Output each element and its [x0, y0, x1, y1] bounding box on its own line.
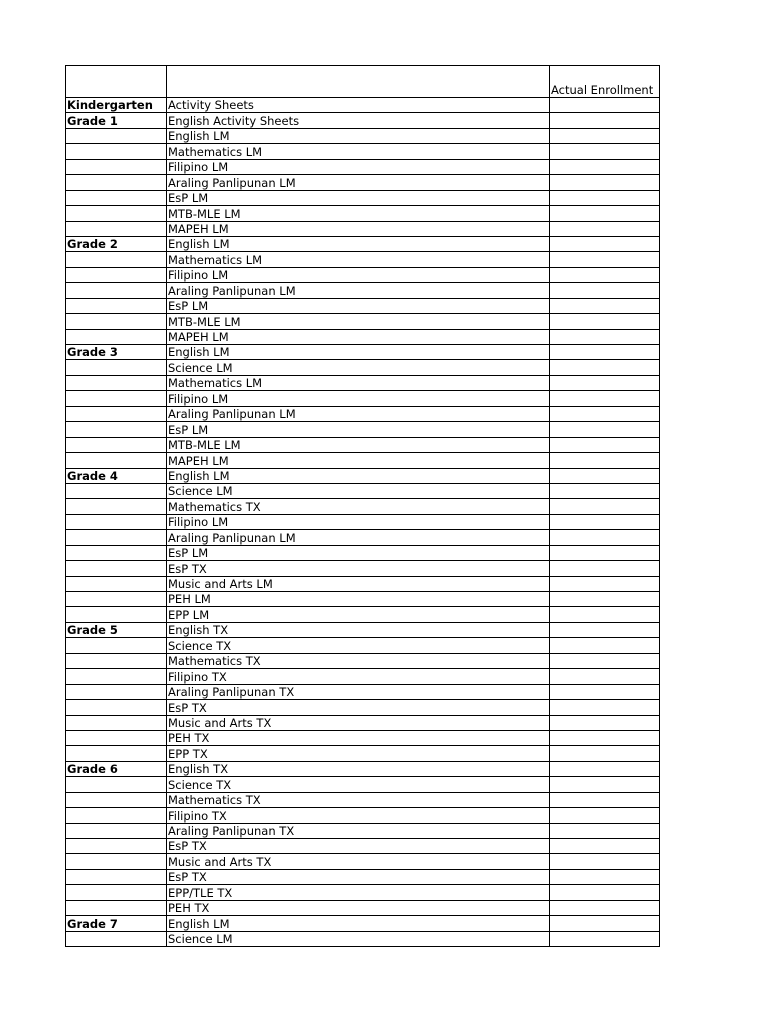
table-row — [66, 437, 660, 452]
table-row — [66, 468, 660, 483]
enrollment-sheet-table — [65, 65, 660, 947]
grade-cell — [66, 514, 167, 529]
table-row — [66, 592, 660, 607]
grade-cell: Grade 6 — [66, 761, 167, 776]
grade-cell — [66, 931, 167, 946]
enrollment-cell — [550, 283, 660, 298]
item-cell: EsP LM — [167, 545, 550, 560]
table-row — [66, 715, 660, 730]
enrollment-cell — [550, 360, 660, 375]
table-row — [66, 669, 660, 684]
grade-cell: Grade 3 — [66, 345, 167, 360]
enrollment-cell — [550, 252, 660, 267]
item-cell: MTB-MLE LM — [167, 314, 550, 329]
enrollment-cell — [550, 236, 660, 251]
enrollment-cell — [550, 406, 660, 421]
header-row — [66, 66, 660, 98]
item-cell: EsP TX — [167, 839, 550, 854]
enrollment-cell — [550, 545, 660, 560]
enrollment-cell — [550, 483, 660, 498]
table-row — [66, 622, 660, 637]
item-cell: English LM — [167, 236, 550, 251]
grade-cell — [66, 545, 167, 560]
table-row — [66, 298, 660, 313]
table-row — [66, 483, 660, 498]
table-row — [66, 808, 660, 823]
grade-cell — [66, 900, 167, 915]
table-row — [66, 931, 660, 946]
enrollment-cell — [550, 391, 660, 406]
enrollment-cell — [550, 931, 660, 946]
grade-cell — [66, 159, 167, 174]
grade-cell — [66, 607, 167, 622]
table-row — [66, 314, 660, 329]
enrollment-cell — [550, 468, 660, 483]
grade-cell — [66, 576, 167, 591]
enrollment-cell — [550, 113, 660, 128]
enrollment-cell — [550, 329, 660, 344]
enrollment-cell — [550, 684, 660, 699]
item-cell: English Activity Sheets — [167, 113, 550, 128]
table-row — [66, 360, 660, 375]
grade-cell — [66, 252, 167, 267]
item-cell: EsP LM — [167, 422, 550, 437]
table-row — [66, 869, 660, 884]
enrollment-cell — [550, 221, 660, 236]
table-row — [66, 839, 660, 854]
table-row — [66, 499, 660, 514]
table-row — [66, 406, 660, 421]
enrollment-cell — [550, 885, 660, 900]
grade-cell — [66, 360, 167, 375]
table-row — [66, 128, 660, 143]
enrollment-cell — [550, 345, 660, 360]
item-cell: MTB-MLE LM — [167, 206, 550, 221]
table-row — [66, 885, 660, 900]
table-row — [66, 700, 660, 715]
grade-cell — [66, 298, 167, 313]
enrollment-cell — [550, 777, 660, 792]
header-enrollment-cell: Actual Enrollment — [550, 66, 660, 98]
item-cell: PEH LM — [167, 592, 550, 607]
table-row — [66, 252, 660, 267]
table-row — [66, 283, 660, 298]
table-row — [66, 823, 660, 838]
item-cell: Araling Panlipunan LM — [167, 530, 550, 545]
grade-cell — [66, 267, 167, 282]
item-cell: MAPEH LM — [167, 453, 550, 468]
grade-cell — [66, 823, 167, 838]
item-cell: Music and Arts TX — [167, 854, 550, 869]
table-row — [66, 638, 660, 653]
table-row — [66, 576, 660, 591]
item-cell: Music and Arts TX — [167, 715, 550, 730]
enrollment-cell — [550, 839, 660, 854]
item-cell: English LM — [167, 345, 550, 360]
item-cell: English TX — [167, 622, 550, 637]
enrollment-cell — [550, 730, 660, 745]
grade-cell — [66, 885, 167, 900]
grade-cell — [66, 406, 167, 421]
item-cell: Filipino LM — [167, 159, 550, 174]
grade-cell — [66, 808, 167, 823]
grade-cell: Grade 5 — [66, 622, 167, 637]
grade-cell — [66, 839, 167, 854]
grade-cell — [66, 375, 167, 390]
grade-cell — [66, 144, 167, 159]
item-cell: Mathematics LM — [167, 252, 550, 267]
item-cell: EPP LM — [167, 607, 550, 622]
enrollment-cell — [550, 298, 660, 313]
enrollment-cell — [550, 453, 660, 468]
item-cell: Science LM — [167, 483, 550, 498]
sheet-body — [66, 66, 660, 947]
header-item-cell — [167, 66, 550, 98]
item-cell: Araling Panlipunan LM — [167, 406, 550, 421]
grade-cell — [66, 453, 167, 468]
enrollment-cell — [550, 808, 660, 823]
grade-cell — [66, 561, 167, 576]
enrollment-cell — [550, 653, 660, 668]
table-row — [66, 730, 660, 745]
grade-cell — [66, 854, 167, 869]
enrollment-cell — [550, 128, 660, 143]
enrollment-cell — [550, 638, 660, 653]
enrollment-cell — [550, 622, 660, 637]
item-cell: Filipino LM — [167, 514, 550, 529]
enrollment-cell — [550, 576, 660, 591]
grade-cell — [66, 283, 167, 298]
table-row — [66, 175, 660, 190]
table-row — [66, 916, 660, 931]
table-row — [66, 267, 660, 282]
grade-cell — [66, 437, 167, 452]
item-cell: English LM — [167, 468, 550, 483]
enrollment-cell — [550, 206, 660, 221]
grade-cell — [66, 128, 167, 143]
table-row — [66, 900, 660, 915]
grade-cell — [66, 746, 167, 761]
enrollment-cell — [550, 437, 660, 452]
item-cell: Mathematics LM — [167, 144, 550, 159]
table-row — [66, 684, 660, 699]
table-row — [66, 530, 660, 545]
enrollment-cell — [550, 916, 660, 931]
table-row — [66, 653, 660, 668]
grade-cell — [66, 499, 167, 514]
enrollment-cell — [550, 746, 660, 761]
table-row — [66, 792, 660, 807]
table-row — [66, 236, 660, 251]
grade-cell — [66, 314, 167, 329]
enrollment-cell — [550, 761, 660, 776]
item-cell: Science TX — [167, 638, 550, 653]
item-cell: EsP LM — [167, 298, 550, 313]
enrollment-cell — [550, 900, 660, 915]
enrollment-cell — [550, 715, 660, 730]
item-cell: Araling Panlipunan LM — [167, 175, 550, 190]
grade-cell — [66, 869, 167, 884]
table-row — [66, 113, 660, 128]
item-cell: EPP/TLE TX — [167, 885, 550, 900]
table-row — [66, 607, 660, 622]
item-cell: English LM — [167, 128, 550, 143]
grade-cell — [66, 684, 167, 699]
grade-cell — [66, 483, 167, 498]
grade-cell — [66, 221, 167, 236]
item-cell: Mathematics TX — [167, 792, 550, 807]
grade-cell: Grade 1 — [66, 113, 167, 128]
item-cell: Araling Panlipunan LM — [167, 283, 550, 298]
enrollment-cell — [550, 869, 660, 884]
enrollment-cell — [550, 175, 660, 190]
enrollment-cell — [550, 607, 660, 622]
table-row — [66, 391, 660, 406]
grade-cell — [66, 700, 167, 715]
table-row — [66, 854, 660, 869]
item-cell: Activity Sheets — [167, 98, 550, 113]
grade-cell: Kindergarten — [66, 98, 167, 113]
table-row — [66, 206, 660, 221]
table-row — [66, 545, 660, 560]
enrollment-cell — [550, 700, 660, 715]
table-row — [66, 777, 660, 792]
grade-cell — [66, 777, 167, 792]
enrollment-cell — [550, 561, 660, 576]
enrollment-cell — [550, 499, 660, 514]
table-row — [66, 98, 660, 113]
item-cell: Science LM — [167, 360, 550, 375]
grade-cell — [66, 669, 167, 684]
grade-cell: Grade 4 — [66, 468, 167, 483]
table-row — [66, 345, 660, 360]
item-cell: Science LM — [167, 931, 550, 946]
item-cell: Filipino TX — [167, 669, 550, 684]
header-grade-cell — [66, 66, 167, 98]
table-row — [66, 190, 660, 205]
grade-cell — [66, 653, 167, 668]
grade-cell — [66, 175, 167, 190]
enrollment-cell — [550, 792, 660, 807]
item-cell: Mathematics LM — [167, 375, 550, 390]
item-cell: EsP TX — [167, 700, 550, 715]
item-cell: MAPEH LM — [167, 221, 550, 236]
enrollment-cell — [550, 98, 660, 113]
grade-cell — [66, 715, 167, 730]
table-row — [66, 159, 660, 174]
table-row — [66, 761, 660, 776]
table-row — [66, 561, 660, 576]
item-cell: EsP LM — [167, 190, 550, 205]
grade-cell — [66, 206, 167, 221]
grade-cell — [66, 530, 167, 545]
enrollment-cell — [550, 314, 660, 329]
item-cell: Araling Panlipunan TX — [167, 684, 550, 699]
item-cell: EsP TX — [167, 561, 550, 576]
enrollment-cell — [550, 422, 660, 437]
grade-cell — [66, 391, 167, 406]
item-cell: Mathematics TX — [167, 499, 550, 514]
table-row — [66, 375, 660, 390]
item-cell: Filipino TX — [167, 808, 550, 823]
item-cell: Araling Panlipunan TX — [167, 823, 550, 838]
enrollment-cell — [550, 592, 660, 607]
enrollment-cell — [550, 669, 660, 684]
table-row — [66, 453, 660, 468]
enrollment-cell — [550, 530, 660, 545]
enrollment-cell — [550, 190, 660, 205]
grade-cell — [66, 638, 167, 653]
table-row — [66, 144, 660, 159]
grade-cell — [66, 329, 167, 344]
item-cell: Filipino LM — [167, 267, 550, 282]
item-cell: Filipino LM — [167, 391, 550, 406]
enrollment-cell — [550, 267, 660, 282]
enrollment-cell — [550, 514, 660, 529]
item-cell: Mathematics TX — [167, 653, 550, 668]
item-cell: English LM — [167, 916, 550, 931]
item-cell: Music and Arts LM — [167, 576, 550, 591]
grade-cell — [66, 792, 167, 807]
item-cell: PEH TX — [167, 730, 550, 745]
item-cell: English TX — [167, 761, 550, 776]
table-row — [66, 422, 660, 437]
grade-cell — [66, 592, 167, 607]
enrollment-cell — [550, 159, 660, 174]
enrollment-cell — [550, 144, 660, 159]
item-cell: Science TX — [167, 777, 550, 792]
table-row — [66, 514, 660, 529]
item-cell: MTB-MLE LM — [167, 437, 550, 452]
grade-cell — [66, 422, 167, 437]
item-cell: EsP TX — [167, 869, 550, 884]
item-cell: PEH TX — [167, 900, 550, 915]
table-row — [66, 329, 660, 344]
grade-cell — [66, 730, 167, 745]
enrollment-cell — [550, 854, 660, 869]
table-row — [66, 746, 660, 761]
item-cell: EPP TX — [167, 746, 550, 761]
enrollment-cell — [550, 375, 660, 390]
enrollment-cell — [550, 823, 660, 838]
grade-cell — [66, 190, 167, 205]
item-cell: MAPEH LM — [167, 329, 550, 344]
grade-cell: Grade 2 — [66, 236, 167, 251]
grade-cell: Grade 7 — [66, 916, 167, 931]
table-row — [66, 221, 660, 236]
